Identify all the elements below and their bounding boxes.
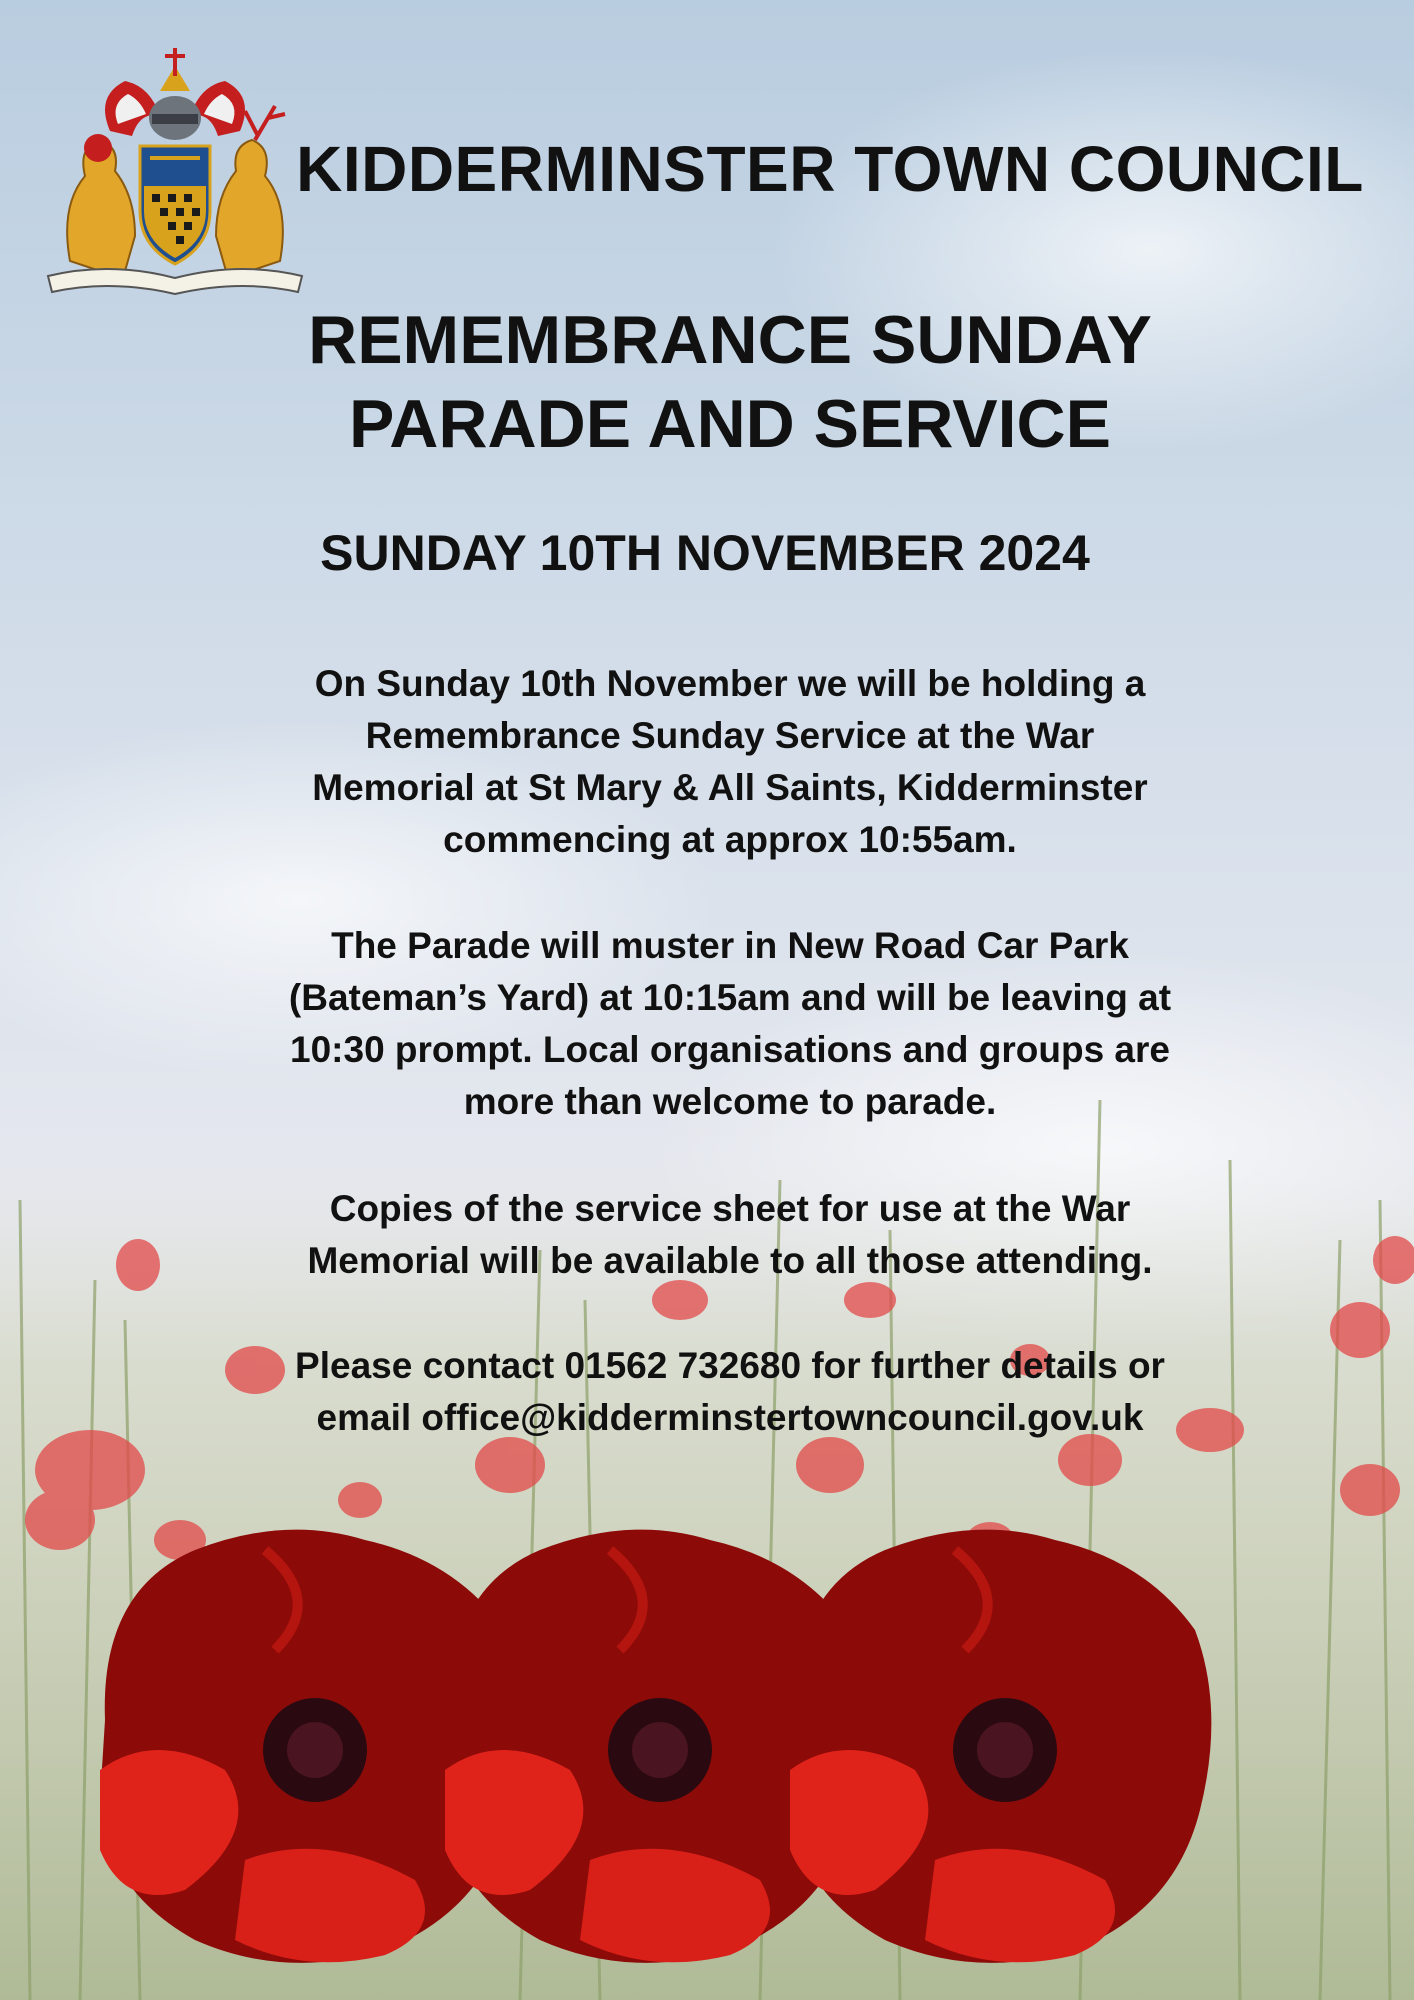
event-title-line-1: REMEMBRANCE SUNDAY	[308, 302, 1152, 378]
text-line: Memorial at St Mary & All Saints, Kidderminster	[312, 767, 1148, 808]
parade-paragraph	[140, 920, 1320, 1128]
contact-phone-line: Please contact 01562 732680 for further details or	[295, 1345, 1165, 1386]
contact-email-line[interactable]: email office@kidderminstertowncouncil.gov.uk	[316, 1397, 1144, 1438]
contact-paragraph	[140, 1340, 1320, 1444]
poppies-illustration	[90, 1490, 1350, 1970]
text-line: (Bateman’s Yard) at 10:15am and will be leaving at	[288, 977, 1172, 1018]
council-crest-logo	[40, 36, 310, 306]
text-line: Copies of the service sheet for use at the War	[329, 1188, 1131, 1229]
text-line: more than welcome to parade.	[463, 1081, 997, 1122]
poppy-right	[790, 1530, 1211, 1963]
text-line: Memorial will be available to all those attending.	[307, 1240, 1153, 1281]
text-line: On Sunday 10th November we will be holding a	[314, 663, 1146, 704]
event-date: SUNDAY 10TH NOVEMBER 2024	[320, 525, 1090, 581]
event-title-line-2: PARADE AND SERVICE	[349, 386, 1111, 462]
text-line: Remembrance Sunday Service at the War	[365, 715, 1095, 756]
service-sheet-paragraph	[140, 1183, 1320, 1287]
council-name-heading: KIDDERMINSTER TOWN COUNCIL	[296, 133, 1364, 205]
text-line: The Parade will muster in New Road Car Park	[331, 925, 1129, 966]
text-line: commencing at approx 10:55am.	[443, 819, 1017, 860]
service-paragraph	[140, 658, 1320, 866]
event-title	[130, 298, 1330, 466]
text-line: 10:30 prompt. Local organisations and groups are	[290, 1029, 1170, 1070]
